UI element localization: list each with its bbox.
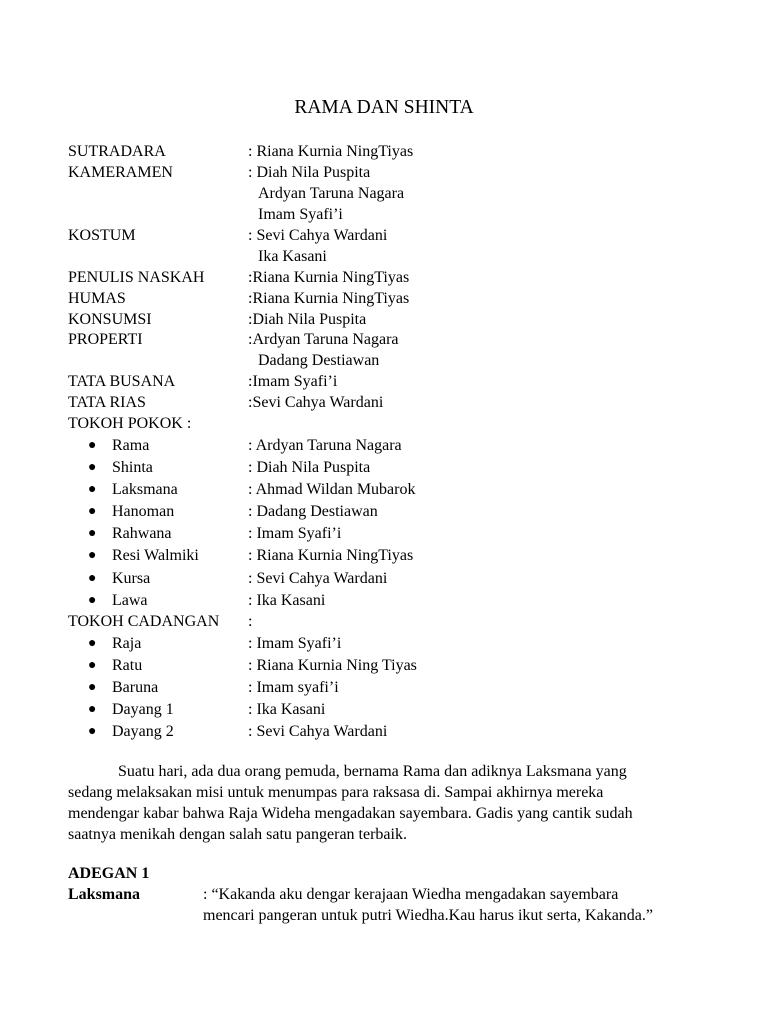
crew-role: TATA RIAS	[68, 394, 146, 411]
crew-member: Ardyan Taruna Nagara	[258, 185, 405, 202]
crew-member: :Ardyan Taruna Nagara	[248, 331, 399, 348]
cast-actor: : Ahmad Wildan Mubarok	[248, 481, 416, 498]
synopsis-line: saatnya menikah dengan salah satu pangeran terbaik.	[68, 826, 407, 843]
cast-actor: : Dadang Destiawan	[248, 503, 378, 520]
synopsis-paragraph	[68, 761, 708, 845]
crew-role: KOSTUM	[68, 227, 136, 244]
support-cast-heading: TOKOH CADANGAN	[68, 613, 220, 630]
cast-character: Rama	[112, 437, 150, 454]
cast-actor: : Riana Kurnia Ning Tiyas	[248, 657, 417, 674]
crew-role: TATA BUSANA	[68, 373, 176, 390]
bullet-icon: ●	[88, 658, 97, 673]
crew-member: Imam Syafi’i	[258, 206, 343, 223]
cast-actor: : Sevi Cahya Wardani	[248, 570, 388, 587]
crew-member: : Diah Nila Puspita	[248, 164, 371, 181]
crew-role: PENULIS NASKAH	[68, 269, 205, 286]
bullet-icon: ●	[88, 504, 97, 519]
cast-actor: : Diah Nila Puspita	[248, 459, 371, 476]
bullet-icon: ●	[88, 548, 97, 563]
crew-member: :Imam Syafi’i	[248, 373, 338, 390]
bullet-icon: ●	[88, 438, 97, 453]
cast-character: Shinta	[112, 459, 153, 476]
cast-character: Hanoman	[112, 503, 175, 520]
cast-character: Raja	[112, 635, 142, 652]
cast-actor: : Ardyan Taruna Nagara	[248, 437, 402, 454]
bullet-icon: ●	[88, 460, 97, 475]
synopsis-line: sedang melaksakan misi untuk menumpas para raksasa di. Sampai akhirnya mereka	[68, 784, 604, 801]
crew-role: KAMERAMEN	[68, 164, 173, 181]
bullet-icon: ●	[88, 702, 97, 717]
synopsis-line: Suatu hari, ada dua orang pemuda, bernama Rama dan adiknya Laksmana yang	[118, 763, 627, 780]
bullet-icon: ●	[88, 724, 97, 739]
dialogue-text	[203, 884, 653, 926]
main-cast-heading: TOKOH POKOK :	[68, 415, 192, 432]
crew-member: : Sevi Cahya Wardani	[248, 227, 388, 244]
cast-character: Lawa	[112, 592, 148, 609]
cast-actor: : Ika Kasani	[248, 701, 326, 718]
crew-member: :Sevi Cahya Wardani	[248, 394, 384, 411]
crew-role: HUMAS	[68, 290, 126, 307]
crew-member: :Riana Kurnia NingTiyas	[248, 290, 410, 307]
document-title: RAMA DAN SHINTA	[294, 97, 474, 118]
dialogue-line: : “Kakanda aku dengar kerajaan Wiedha mengadakan sayembara	[203, 886, 619, 903]
support-cast-colon: :	[248, 613, 253, 630]
crew-member: :Diah Nila Puspita	[248, 311, 367, 328]
cast-actor: : Imam Syafi’i	[248, 635, 342, 652]
cast-character: Dayang 2	[112, 723, 174, 740]
dialogue-speaker: Laksmana	[68, 886, 141, 903]
crew-member: : Riana Kurnia NingTiyas	[248, 143, 414, 160]
cast-actor: : Ika Kasani	[248, 592, 326, 609]
cast-actor: : Imam Syafi’i	[248, 525, 342, 542]
scene-heading: ADEGAN 1	[68, 865, 150, 882]
crew-member: Dadang Destiawan	[258, 352, 380, 369]
cast-character: Rahwana	[112, 525, 172, 542]
cast-character: Laksmana	[112, 481, 178, 498]
cast-actor: : Sevi Cahya Wardani	[248, 723, 388, 740]
bullet-icon: ●	[88, 680, 97, 695]
bullet-icon: ●	[88, 571, 97, 586]
cast-character: Baruna	[112, 679, 159, 696]
crew-role: PROPERTI	[68, 331, 143, 348]
bullet-icon: ●	[88, 593, 97, 608]
cast-actor: : Imam syafi’i	[248, 679, 339, 696]
cast-character: Kursa	[112, 570, 151, 587]
cast-character: Resi Walmiki	[112, 547, 199, 564]
crew-member: :Riana Kurnia NingTiyas	[248, 269, 410, 286]
crew-role: KONSUMSI	[68, 311, 152, 328]
dialogue-line: mencari pangeran untuk putri Wiedha.Kau harus ikut serta, Kakanda.”	[203, 907, 654, 924]
crew-member: Ika Kasani	[258, 248, 327, 265]
crew-role: SUTRADARA	[68, 143, 166, 160]
bullet-icon: ●	[88, 526, 97, 541]
bullet-icon: ●	[88, 636, 97, 651]
cast-character: Ratu	[112, 657, 143, 674]
synopsis-line: mendengar kabar bahwa Raja Wideha mengadakan sayembara. Gadis yang cantik sudah	[68, 805, 633, 822]
cast-character: Dayang 1	[112, 701, 174, 718]
bullet-icon: ●	[88, 482, 97, 497]
cast-actor: : Riana Kurnia NingTiyas	[248, 547, 414, 564]
